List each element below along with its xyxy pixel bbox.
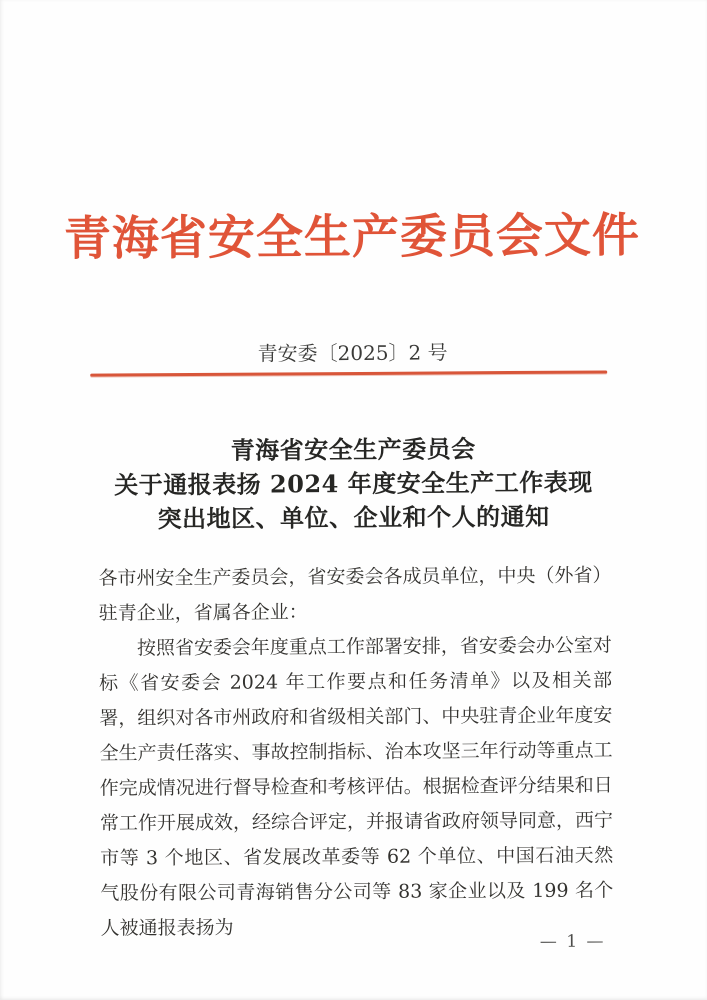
salutation-paragraph: 各市州安全生产委员会，省安委会各成员单位，中央（外省）驻青企业，省属各企业： <box>98 564 612 625</box>
document-body <box>98 558 613 946</box>
notice-title <box>0 431 707 537</box>
document-number: 青安委〔2025〕2 号 <box>257 340 448 366</box>
notice-title-line-1: 青海省安全生产委员会 <box>230 434 476 465</box>
page-number: — 1 — <box>539 931 606 952</box>
document-header-title: 青海省安全生产委员会文件 <box>63 208 641 267</box>
red-divider-line <box>90 370 607 376</box>
body-paragraph: 按照省安委会年度重点工作部署安排，省安委会办公室对标《省安委会 2024 年工作要点和任务清单》以及相关部署，组织对各市州政府和省级相关部门、中央驻青企业年度安全生产责任落实、事故控制指标、治本攻坚三年行动等重点工作完成情况进行督导检查和考核评估。根据检查评分结果和日常工作开展成效，经综合评定，并报请省政府领导同意，西宁市等 3 个地区、省发展改革委等 62 个单位、中国石油天然气股份有限公司青海销售分公司等 83 家企业以及 199 名个人被通报表扬为 <box>99 634 614 940</box>
notice-title-line-2: 关于通报表扬 2024 年度安全生产工作表现 <box>114 467 593 500</box>
notice-title-line-3: 突出地区、单位、企业和个人的通知 <box>157 501 550 534</box>
